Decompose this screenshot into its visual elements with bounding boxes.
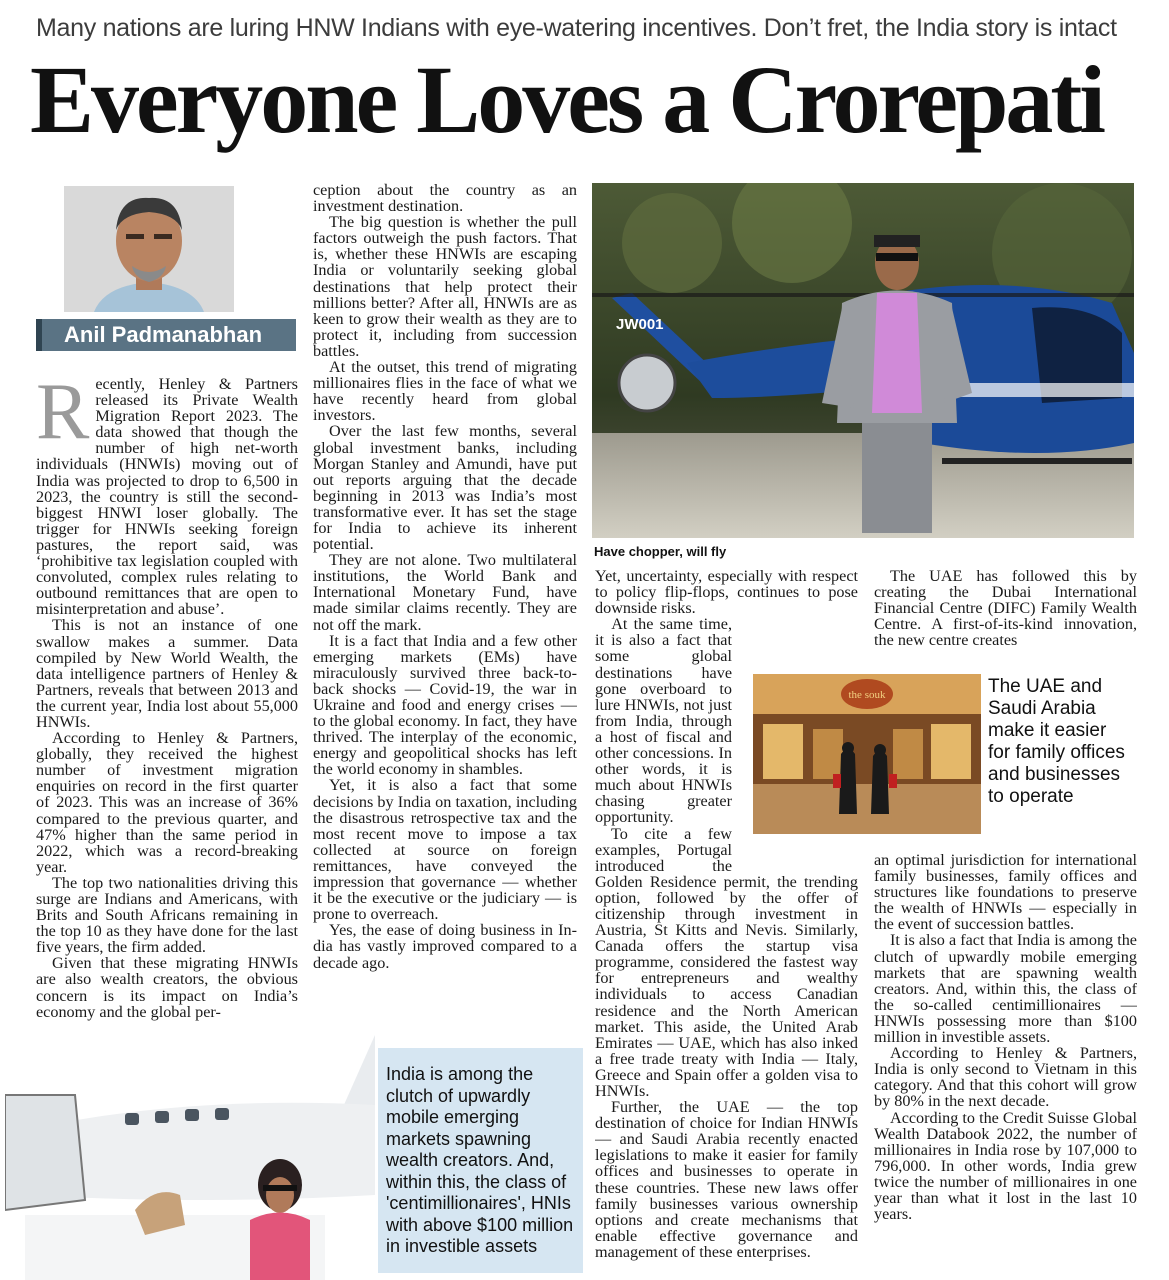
body-paragraph: It is a fact that India and a few other emerging markets (EMs) have miraculously survived three back-to-back shocks — Covid-19, the war in Ukraine and food and energy crises — to the global economy. In fact, they have thrived. The interplay of the economic, energy and geopolitical shocks has left the world economy in shambles. — [313, 631, 577, 779]
body-paragraph: They are not alone. Two multilateral institutions, the World Bank and International Monetary Fund, have made similar claims recently. They are not off the mark. — [313, 551, 577, 634]
helicopter-photo — [592, 183, 1134, 538]
body-paragraph: Yet, it is also a fact that some decisions by India on taxation, including the disastrous retrospective tax and the most recent move to impose a tax collected at source on foreign remittances, have conveyed the impression that governance — whether it be the executive or the judiciary — is prone to overreach. — [313, 776, 577, 924]
article-column-4 — [874, 568, 1137, 668]
shop-sign: the souk — [848, 689, 886, 701]
body-paragraph: Given that these migrating HNWIs are also wealth creators, the obvious concern is its impact on India’s economy and the global per- — [36, 954, 298, 1021]
drop-cap: R — [36, 376, 90, 456]
body-paragraph: According to Henley & Partners, globally, they received the highest number of investment migration enquiries on record in the first quarter of 2023. This was an increase of 36% compared to the previous quarter, and 47% higher than the same period in 2022, which was a record-breaking year. — [36, 729, 298, 876]
author-photo — [64, 186, 234, 312]
author-byline: Anil Padmanabhan — [36, 319, 296, 351]
body-paragraph: This is not an instance of one swallow makes a summer. Data compiled by New World Wealth, the data intelligence partners of Henley & Partners, reveals that between 2013 and the current year, India lost about 55,000 HNWIs. — [36, 616, 298, 731]
body-paragraph: Further, the UAE — the top destination of choice for Indian HNWIs — and Saudi Arabia recently enacted legislations to make it easier for family offices and businesses to operate in these countries. These new laws offer family businesses various ownership options and create mechanisms that enable effective governance and management of these enterprises. — [595, 1098, 858, 1261]
article-column-2 — [313, 182, 577, 1036]
body-paragraph: Over the last few months, several global investment banks, including Morgan Stanley and Amundi, have put out reports arguing that the decade beginning in 2013 was India’s most transformative ever. It has set the stage for India to achieve its inherent potential. — [313, 422, 577, 554]
body-paragraph: Yet, uncertainty, especially with respect to policy flip-flops, continues to pose downside risks. — [595, 568, 858, 618]
body-paragraph: ception about the country as an investment destination. — [313, 182, 577, 216]
body-paragraph-text: At the same time, it is also a fact that some global destinations have gone overboard to lure HNWIs, not just from India, through a host of fiscal and other concessions. In other words, it is much about HNWIs chasing greater opportunity. — [595, 615, 732, 827]
body-paragraph: To cite a few examples, Portugal introduced the Golden Residence permit, the trending option, followed by the offer of citizenship through investment in Austria, St Kitts and Nevis. Similarly, Canada offers the startup visa programme, considered the fastest way for entrepreneurs and wealthy individuals to access Canadian residence and the North American market. This aside, the United Arab Emirates — UAE, which has also inked a free trade treaty with India — Italy, Greece and Spain offer a golden visa to HNWIs. — [595, 824, 858, 1100]
article-column-1 — [36, 376, 298, 1076]
body-paragraph: The UAE has followed this by creating the Dubai International Financial Centre (DIFC) Family Wealth Centre. A first-of-its-kind innovation, the new centre creates — [874, 568, 1137, 650]
pullquote-centimillionaires: India is among the clutch of upwardly mobile emerging markets spawning wealth creators. And, within this, the class of 'centimillionaires', HNIs with above $100 million in investible assets — [378, 1048, 583, 1273]
body-paragraph: According to the Credit Suisse Global Wealth Databook 2022, the number of millionaires in India rose by 107,000 to 796,000. In other words, India grew twice the number of millionaires in one year than what it lost in the last 10 years. — [874, 1108, 1137, 1224]
helicopter-registration: JW001 — [616, 316, 664, 333]
kicker: Many nations are luring HNW Indians with eye-watering incentives. Don’t fret, the India story is intact — [36, 14, 1117, 42]
body-paragraph: According to Henley & Partners, India is only second to Vietnam in this category. And that this cohort will grow by 80% in the next decade. — [874, 1044, 1137, 1111]
body-paragraph: The big question is whether the pull factors outweigh the push factors. That is, whether these HNWIs are escaping India or voluntarily seeking global destinations that help protect their millions better? After all, HNWIs are as keen to grow their wealth as they are to protect it, including from succession battles. — [313, 213, 577, 360]
article-column-4-continued — [874, 852, 1137, 1280]
body-paragraph: At the outset, this trend of migrating millionaires flies in the face of what we have recently heard from global investors. — [313, 358, 577, 425]
jet-photo — [5, 1035, 375, 1280]
body-paragraph: an optimal jurisdiction for international family businesses, family offices and structures like foundations to preserve the wealth of HNWIs — especially in the event of succession battles. — [874, 852, 1137, 934]
body-paragraph: Yes, the ease of doing business in In- dia has vastly improved compared to a decade ago. — [313, 921, 577, 972]
body-paragraph: ecently, Henley & Partners released its Private Wealth Migration Report 2023. The data showed that though the number of high net-worth individuals (HNWIs) moving out of India was projected to drop to 6,500 in 2023, the country is still the second-biggest HNWI loser globally. The trigger for HNWIs seeking foreign pastures, the report said, was ‘prohibitive tax legislation coupled with convoluted, complex rules relating to outbound remittances that are open to misinterpretation and abuse’. — [36, 376, 298, 619]
photo-caption: Have chopper, will fly — [594, 544, 727, 559]
body-paragraph: The top two nationalities driving this surge are Indians and Americans, with Brits and South Africans remaining in the top 10 as they have done for the last five years, the firm added. — [36, 873, 298, 957]
body-paragraph: It is also a fact that India is among the clutch of upwardly mobile emerging markets that are spawning wealth creators. And, within this, the class of the so-called centimillionaires — HNWIs possessing more than $100 million in investible assets. — [874, 931, 1137, 1047]
souk-photo — [753, 674, 981, 834]
pullquote-uae: The UAE and Saudi Arabia make it easier for family offices and businesses to operate — [988, 676, 1125, 807]
headline: Everyone Loves a Crorepati — [30, 46, 1103, 153]
